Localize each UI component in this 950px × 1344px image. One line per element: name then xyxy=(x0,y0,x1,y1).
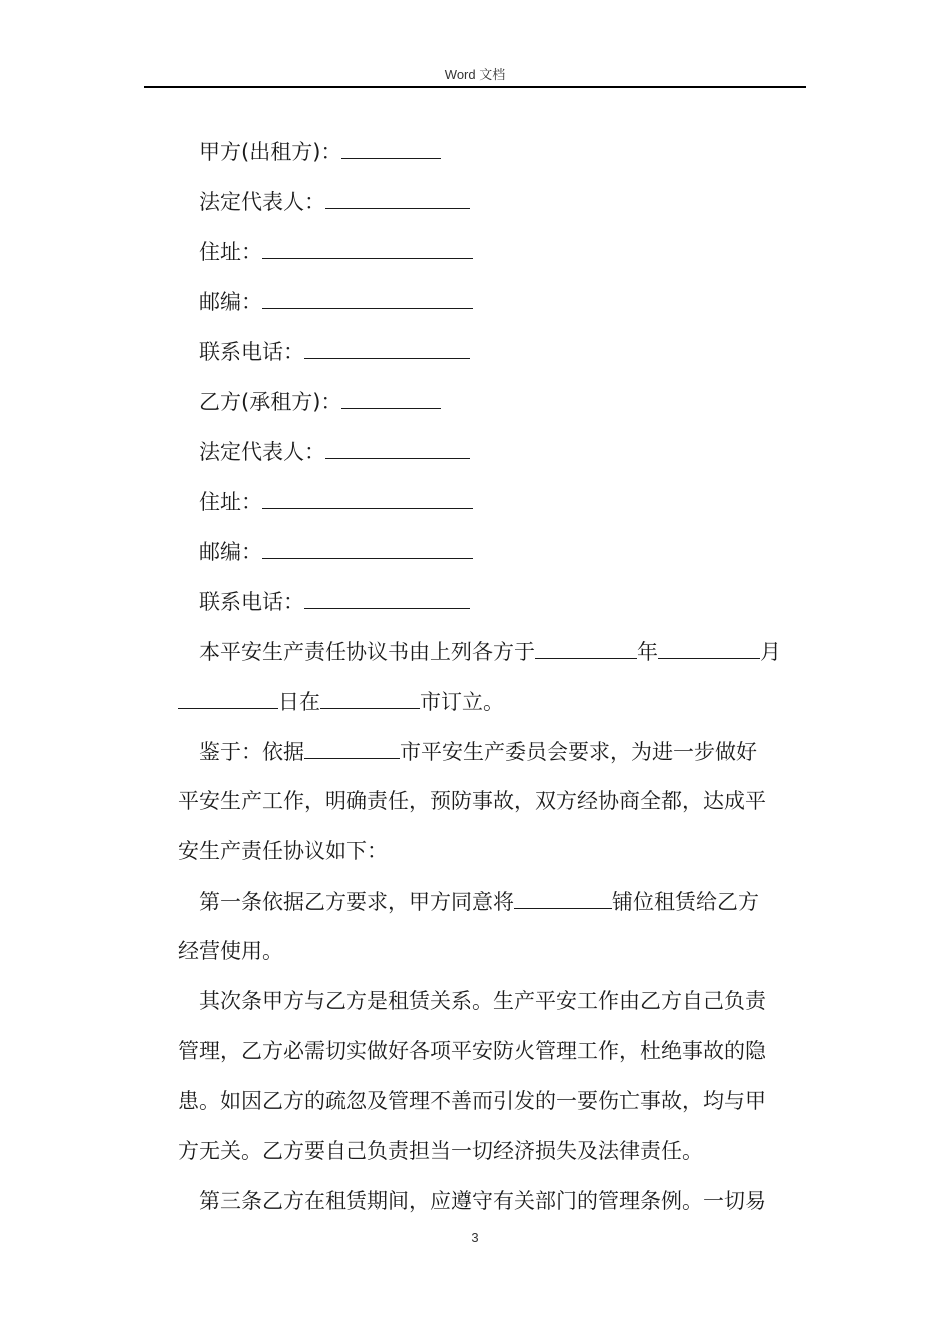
party-b-label: 乙方(承租方)： xyxy=(199,390,342,414)
party-b-address-blank[interactable] xyxy=(262,486,473,509)
whereas-text-a: 鉴于：依据 xyxy=(199,740,304,764)
city-label: 市订立。 xyxy=(420,690,504,714)
article2-line-2: 管理，乙方必需切实做好各项平安防火管理工作，杜绝事故的隐 xyxy=(178,1039,766,1063)
article1-line-2: 经营使用。 xyxy=(178,939,283,963)
month-label: 月 xyxy=(760,640,781,664)
article2-line-3: 患。如因乙方的疏忽及管理不善而引发的一要伤亡事故，均与甲 xyxy=(178,1089,766,1113)
committee-city-blank[interactable] xyxy=(304,736,400,759)
article1-text-a: 第一条依据乙方要求，甲方同意将 xyxy=(199,890,514,914)
city-blank[interactable] xyxy=(320,686,420,709)
party-b-phone-label: 联系电话： xyxy=(199,590,304,614)
party-a-rep-blank[interactable] xyxy=(325,186,470,209)
whereas-line-2: 平安生产工作，明确责任，预防事故，双方经协商全都，达成平 xyxy=(178,789,766,813)
party-b-phone-blank[interactable] xyxy=(304,586,470,609)
party-a-postcode-label: 邮编： xyxy=(199,290,262,314)
intro-text: 本平安生产责任协议书由上列各方于 xyxy=(199,640,535,664)
party-a-address-line xyxy=(178,236,808,267)
intro-line-1 xyxy=(178,636,808,667)
party-b-phone-line xyxy=(178,586,808,617)
article1-text-b: 铺位租赁给乙方 xyxy=(612,890,759,914)
party-a-phone-label: 联系电话： xyxy=(199,340,304,364)
party-b-rep-line xyxy=(178,436,808,467)
party-a-rep-label: 法定代表人： xyxy=(199,190,325,214)
party-b-rep-label: 法定代表人： xyxy=(199,440,325,464)
party-b-address-label: 住址： xyxy=(199,490,262,514)
party-b-blank[interactable] xyxy=(341,386,441,409)
party-a-line xyxy=(178,136,808,167)
day-blank[interactable] xyxy=(178,686,278,709)
whereas-line-1 xyxy=(178,736,808,767)
year-label: 年 xyxy=(637,640,658,664)
party-a-rep-line xyxy=(178,186,808,217)
party-a-phone-line xyxy=(178,336,808,367)
party-b-line xyxy=(178,386,808,417)
party-a-phone-blank[interactable] xyxy=(304,336,470,359)
party-b-postcode-line xyxy=(178,536,808,567)
party-b-rep-blank[interactable] xyxy=(325,436,470,459)
stall-blank[interactable] xyxy=(514,886,612,909)
article1-line-1 xyxy=(178,886,808,917)
party-b-postcode-label: 邮编： xyxy=(199,540,262,564)
whereas-line-3: 安生产责任协议如下： xyxy=(178,839,388,863)
party-a-address-blank[interactable] xyxy=(262,236,473,259)
party-b-address-line xyxy=(178,486,808,517)
party-a-postcode-blank[interactable] xyxy=(262,286,473,309)
page-number: 3 xyxy=(471,1230,479,1245)
party-b-postcode-blank[interactable] xyxy=(262,536,473,559)
party-a-label: 甲方(出租方)： xyxy=(199,140,342,164)
party-a-blank[interactable] xyxy=(341,136,441,159)
party-a-postcode-line xyxy=(178,286,808,317)
day-label: 日在 xyxy=(278,690,320,714)
year-blank[interactable] xyxy=(535,636,637,659)
article3-line-1: 第三条乙方在租赁期间，应遵守有关部门的管理条例。一切易 xyxy=(199,1189,766,1213)
whereas-text-b: 市平安生产委员会要求，为进一步做好 xyxy=(400,740,757,764)
article2-line-1: 其次条甲方与乙方是租赁关系。生产平安工作由乙方自己负责 xyxy=(199,989,766,1013)
intro-line-2 xyxy=(178,686,808,717)
document-header-title: Word 文档 xyxy=(444,67,506,82)
month-blank[interactable] xyxy=(658,636,760,659)
header-divider xyxy=(144,86,806,88)
article2-line-4: 方无关。乙方要自己负责担当一切经济损失及法律责任。 xyxy=(178,1139,703,1163)
party-a-address-label: 住址： xyxy=(199,240,262,264)
